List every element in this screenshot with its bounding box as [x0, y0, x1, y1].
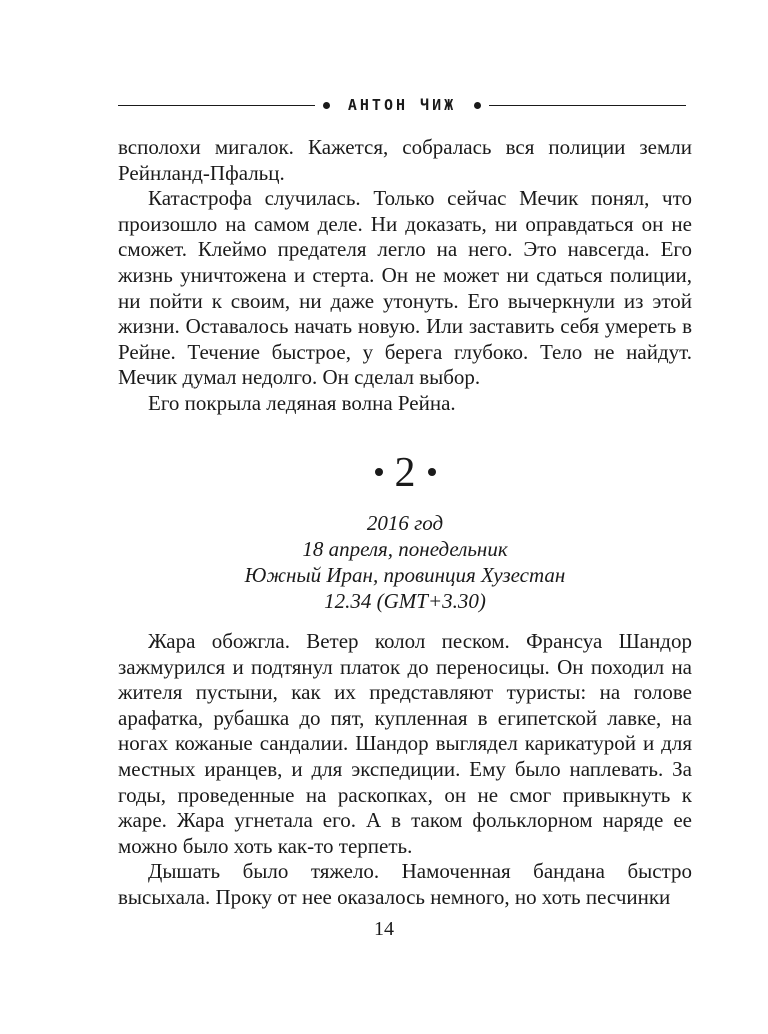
paragraph: Дышать было тяжело. Намоченная бандана быстро высыхала. Проку от нее оказалось немного, но хоть песчинки: [118, 859, 692, 909]
paragraph: всполохи мигалок. Кажется, собралась вся полиции земли Рейнланд-Пфальц.: [118, 135, 692, 185]
page-number: 14: [374, 918, 394, 940]
header-author: АНТОН ЧИЖ: [347, 96, 457, 114]
chapter-dot-right: [428, 468, 436, 476]
chapter-number: 2: [394, 450, 416, 496]
dateline: [118, 510, 692, 614]
dateline-time: 12.34 (GMT+3.30): [324, 589, 486, 613]
paragraph: Катастрофа случилась. Только сейчас Мечик понял, что произошло на самом деле. Ни доказать, ни оправдаться он не сможет. Клеймо предателя легло на него. Это навсегда. Его жизнь уничтожена и стерта. Он не может ни сдаться полиции, ни пойти к своим, ни даже утонуть. Его вычеркнули из этой жизни. Оставалось начать новую. Или заставить себя умереть в Рейне. Течение быстрое, у берега глубоко. Тело не найдут. Мечик думал недолго. Он сделал выбор.: [118, 186, 692, 390]
header-dot-left: [323, 102, 330, 109]
paragraph: Его покрыла ледяная волна Рейна.: [148, 390, 456, 415]
dateline-date: 18 апреля, понедельник: [302, 537, 508, 561]
chapter-dot-left: [375, 468, 383, 476]
running-header: [118, 92, 686, 118]
chapter-heading: [118, 448, 692, 498]
dateline-year: 2016 год: [366, 511, 444, 535]
section-2-text: [118, 629, 692, 911]
section-1-text: [118, 135, 692, 417]
dateline-place: Южный Иран, провинция Хузестан: [244, 563, 566, 587]
header-rule-left: [118, 105, 315, 106]
header-dot-right: [474, 102, 481, 109]
header-rule-right: [489, 105, 686, 106]
paragraph: Жара обожгла. Ветер колол песком. Франсуа Шандор зажмурился и подтянул платок до переносицы. Он походил на жителя пустыни, как их представляют туристы: на голове арафатка, рубашка до пят, купленная в египетской лавке, на ногах кожаные сандалии. Шандор выглядел карикатурой и для местных иранцев, и для экспедиции. Ему было наплевать. За годы, проведенные на раскопках, он не смог привыкнуть к жаре. Жара угнетала его. А в таком фольклорном наряде ее можно было хоть как-то терпеть.: [118, 629, 692, 858]
